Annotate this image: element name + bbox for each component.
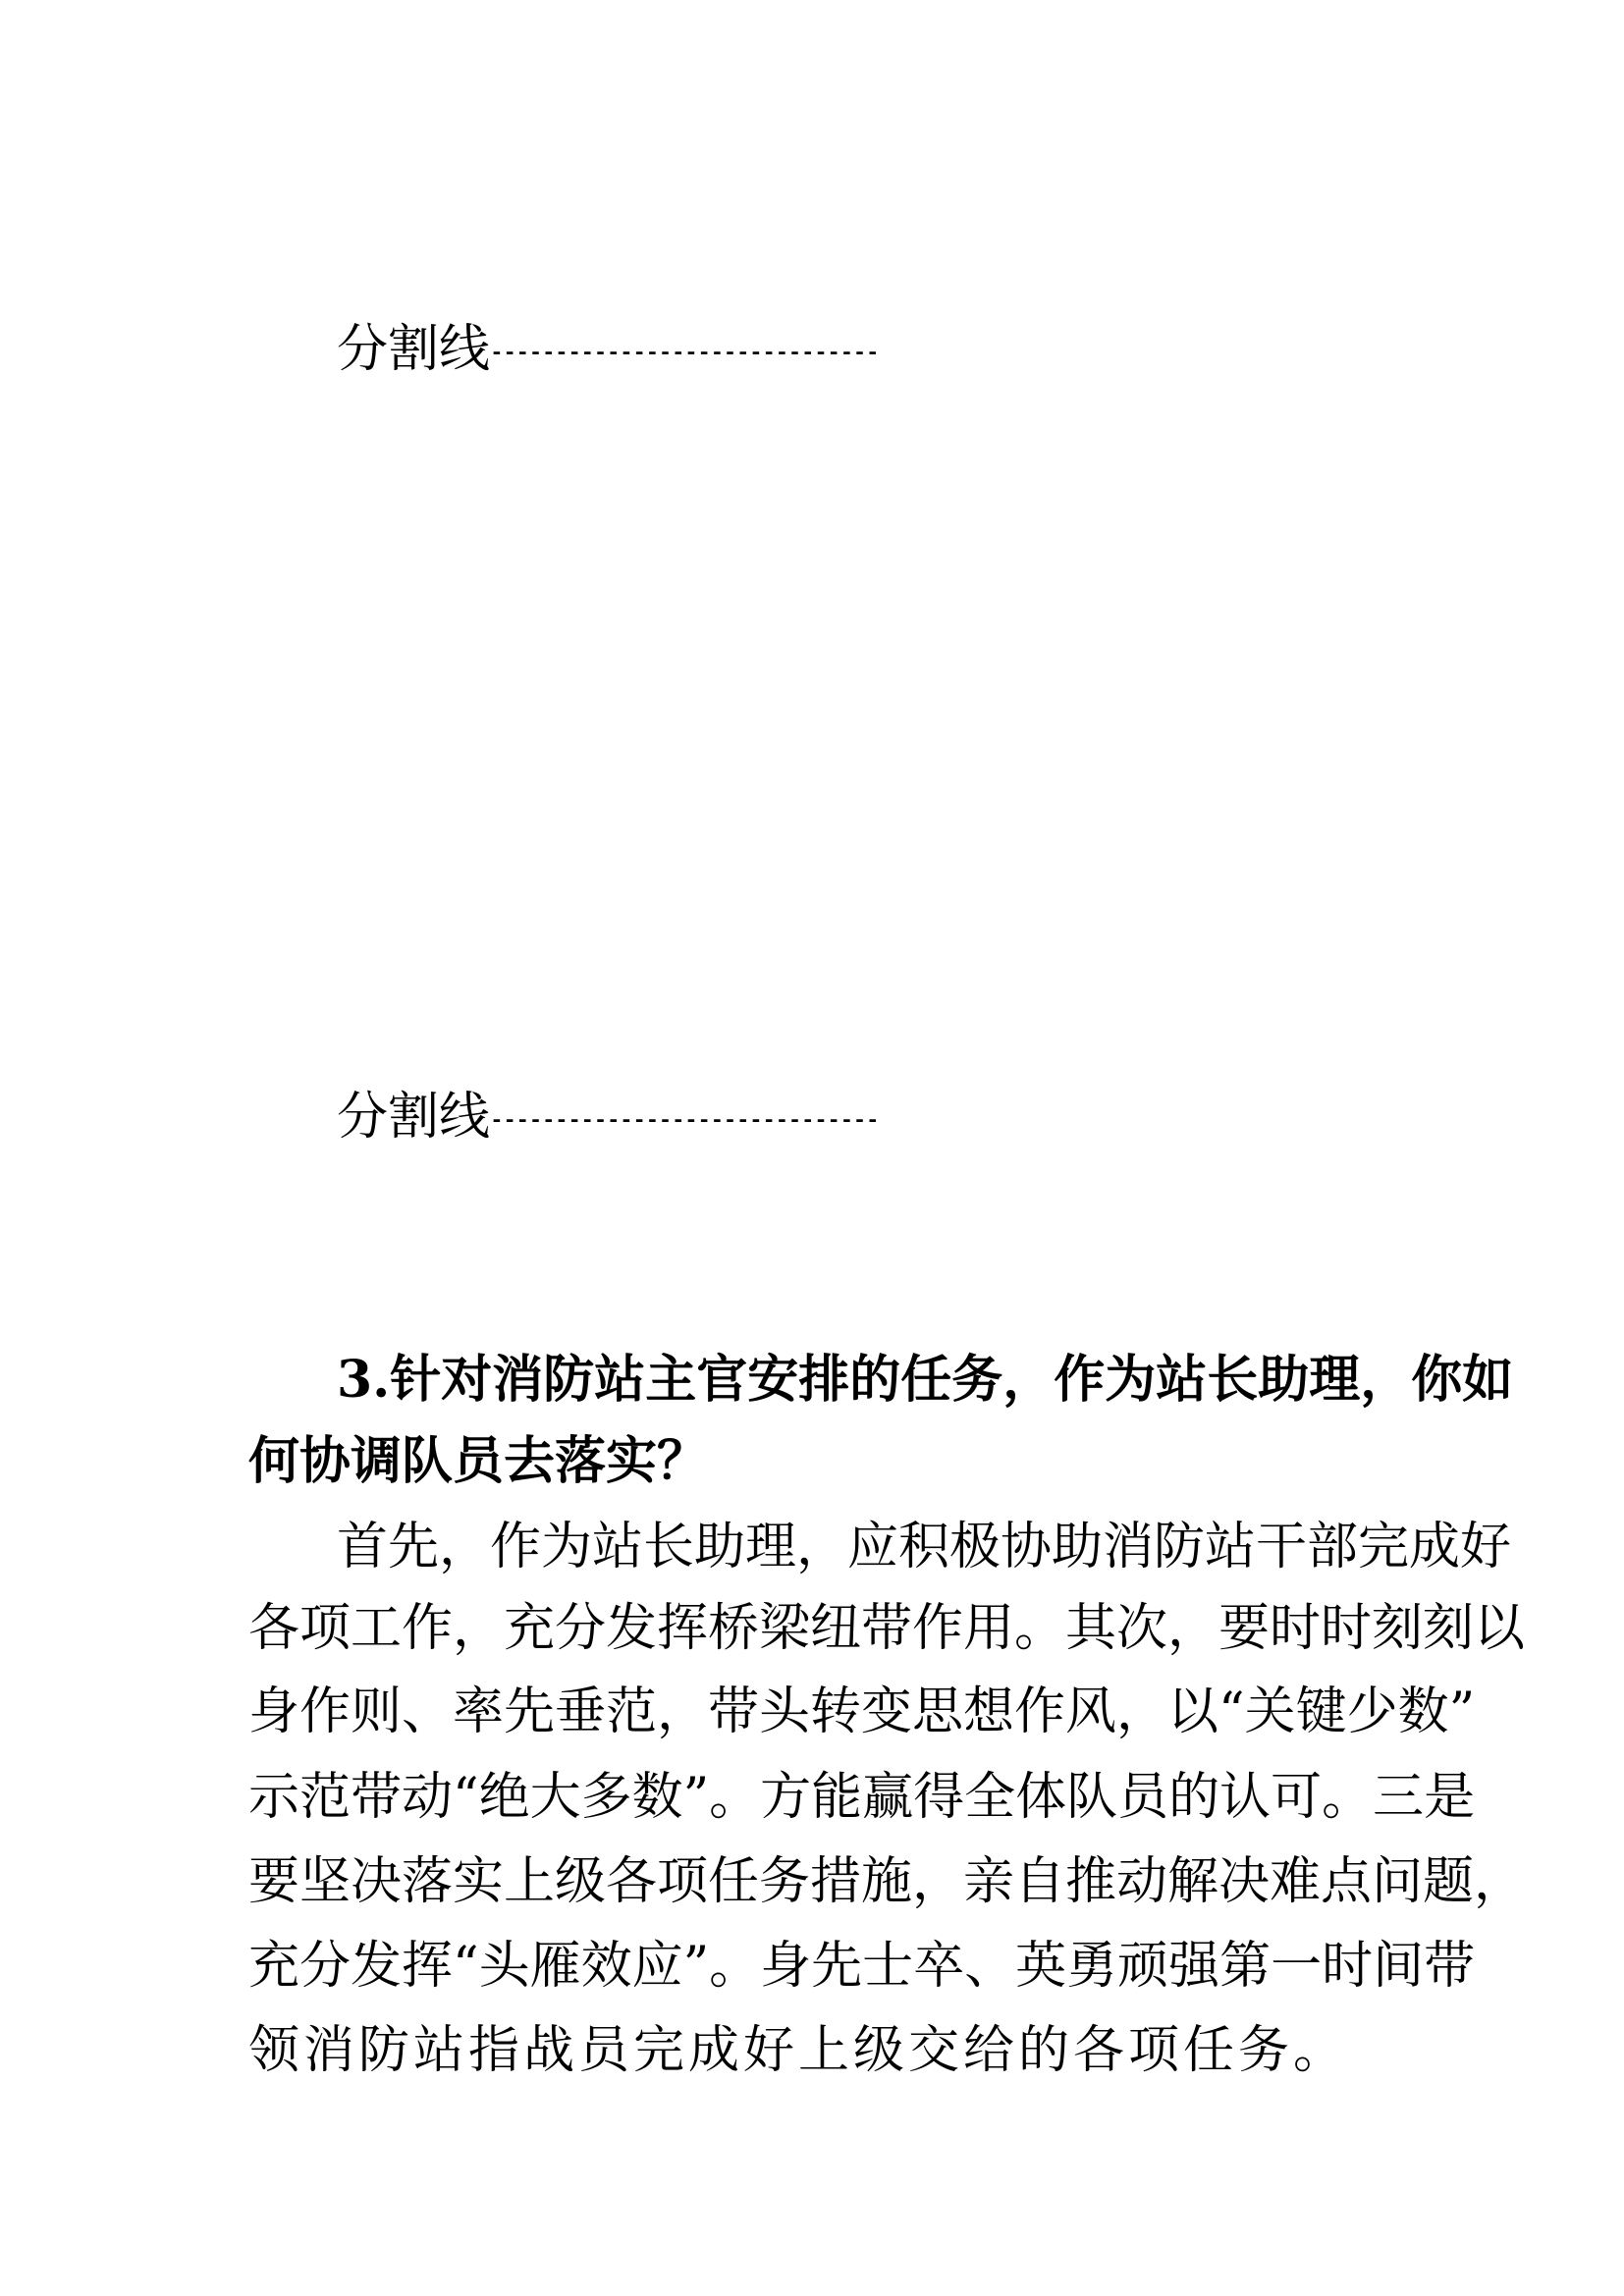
separator-line: [337, 320, 879, 383]
separator-label: 分割线: [337, 320, 491, 379]
separator-label: 分割线: [337, 1088, 491, 1147]
answer-paragraph-line: 充分发挥“头雁效应”。身先士卒、英勇顽强第一时间带: [248, 1937, 1476, 1996]
answer-paragraph-line: 示范带动“绝大多数”。方能赢得全体队员的认可。三是: [248, 1768, 1476, 1827]
answer-paragraph-line: 首先，作为站长助理，应积极协助消防站干部完成好: [337, 1518, 1512, 1576]
answer-paragraph-line: 要坚决落实上级各项任务措施，亲自推动解决难点问题，: [248, 1852, 1526, 1911]
separator-dashes: ------------------------------: [490, 340, 880, 366]
answer-paragraph-line: 各项工作，充分发挥桥梁纽带作用。其次，要时时刻刻以: [248, 1599, 1526, 1658]
separator-line: [337, 1088, 879, 1150]
answer-paragraph-line: 身作则、率先垂范，带头转变思想作风，以“关键少数”: [248, 1682, 1476, 1741]
separator-dashes: ------------------------------: [490, 1107, 880, 1134]
answer-paragraph-line: 领消防站指战员完成好上级交给的各项任务。: [248, 2021, 1349, 2080]
question-heading-line: 何协调队员去落实？: [248, 1431, 709, 1491]
question-heading-line: 3.针对消防站主官安排的任务，作为站长助理，你如: [337, 1350, 1514, 1410]
